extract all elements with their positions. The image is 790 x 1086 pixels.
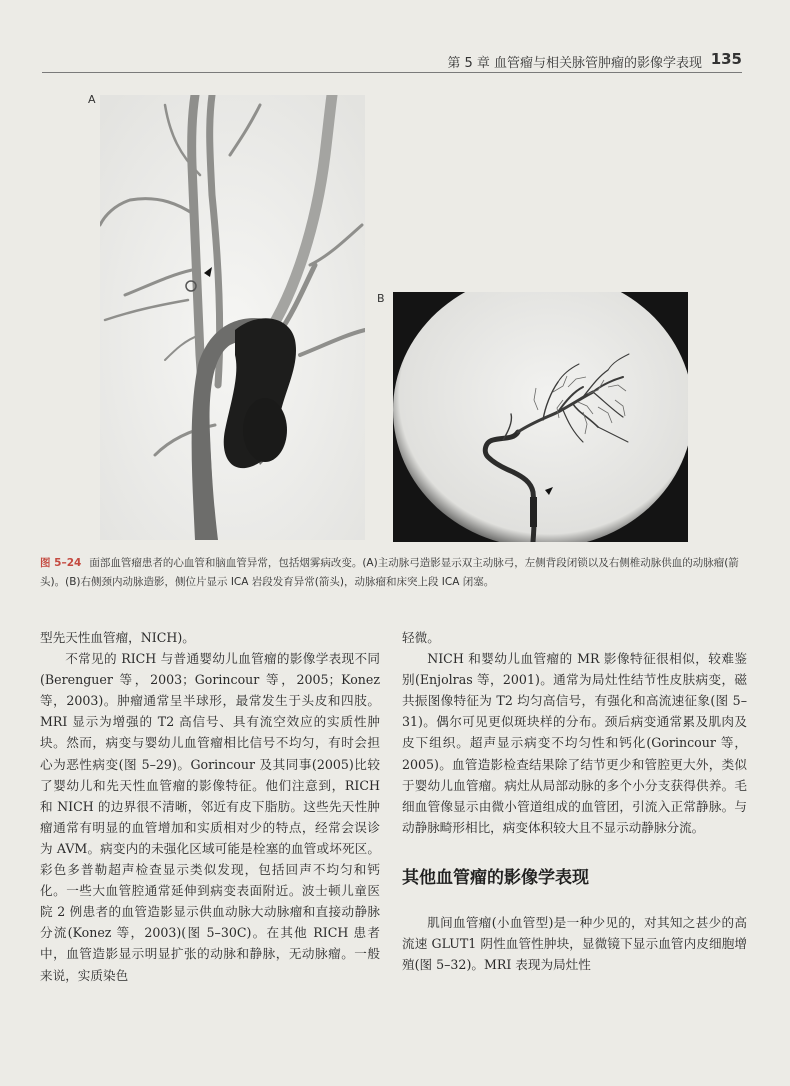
- paragraph: 不常见的 RICH 与普通婴幼儿血管瘤的影像学表现不同(Berenguer 等，2003；Gorincour 等，2005；Konez 等，2003)。肿瘤通常呈半球形，最常发生于头皮和四肢。MRI 显示为增强的 T2 高信号、具有流空效应的实质性肿块。然而，病变与婴幼儿血管瘤相比信号不均匀，有时会担心为恶性病变(图 5–29)。Gorincour 及其同事(2005)比较了婴幼儿和先天性血管瘤的影像特征。他们注意到，RICH 和 NICH 的边界很不清晰，邻近有皮下脂肪。这些先天性肿瘤通常有明显的血管增加和实质相对少的特点，经常会误诊为 AVM。病变内的未强化区域可能是栓塞的血管或坏死区。彩色多普勒超声检查显示类似发现，包括回声不均匀和钙化。一些大血管腔通常延伸到病变表面附近。波士顿儿童医院 2 例患者的血管造影显示供血动脉大动脉瘤和直接动静脉分流(Konez 等，2003)(图 5–30C)。在其他 RICH 患者中，血管造影显示明显扩张的动脉和静脉，无动脉瘤。一般来说，实质染色: [40, 651, 380, 983]
- carotid-angiogram-image: [393, 292, 688, 542]
- right-column: [402, 627, 747, 975]
- panel-b-label: B: [377, 292, 385, 305]
- angiogram-panel-b: [393, 292, 688, 542]
- paragraph: 轻微。: [402, 630, 440, 645]
- paragraph: NICH 和婴幼儿血管瘤的 MR 影像特征很相似，较难鉴别(Enjolras 等，2001)。通常为局灶性结节性皮肤病变，磁共振图像特征为 T2 均匀高信号，有强化和高流速征象(图 5–31)。偶尔可见更似斑块样的分布。颈后病变通常累及肌肉及皮下组织。超声显示病变不均匀性和钙化(Gorincour 等，2005)。血管造影检查结果除了结节更少和管腔更大外，类似于婴幼儿血管瘤。病灶从局部动脉的多个小分支获得供养。毛细血管像显示由微小管道组成的血管团，引流入正常静脉。与动静脉畸形相比，病变体积较大且不显示动静脉分流。: [402, 651, 747, 835]
- paragraph: 肌间血管瘤(小血管型)是一种少见的，对其知之甚少的高流速 GLUT1 阴性血管性肿块，显微镜下显示血管内皮细胞增殖(图 5–32)。MRI 表现为局灶性: [402, 914, 747, 973]
- figure-caption: [40, 554, 748, 592]
- paragraph: 型先天性血管瘤，NICH)。: [40, 630, 195, 645]
- running-header: [42, 50, 742, 73]
- page-number: 135: [710, 50, 742, 68]
- caption-text: 面部血管瘤患者的心血管和脑血管异常，包括烟雾病改变。(A)主动脉弓造影显示双主动脉弓，左侧背段闭锁以及右侧椎动脉供血的动脉瘤(箭头)。(B)右侧颈内动脉造影，侧位片显示 ICA 岩段发育异常(箭头)，动脉瘤和床突上段 ICA 闭塞。: [40, 557, 739, 588]
- angiogram-panel-a: [100, 95, 365, 540]
- panel-a-label: A: [88, 93, 96, 106]
- section-heading: 其他血管瘤的影像学表现: [402, 867, 589, 888]
- aortic-arch-angiogram-image: [100, 95, 365, 540]
- chapter-title: 第 5 章 血管瘤与相关脉管肿瘤的影像学表现: [447, 56, 702, 71]
- caption-label: 图 5–24: [40, 557, 82, 569]
- left-column: [40, 627, 380, 986]
